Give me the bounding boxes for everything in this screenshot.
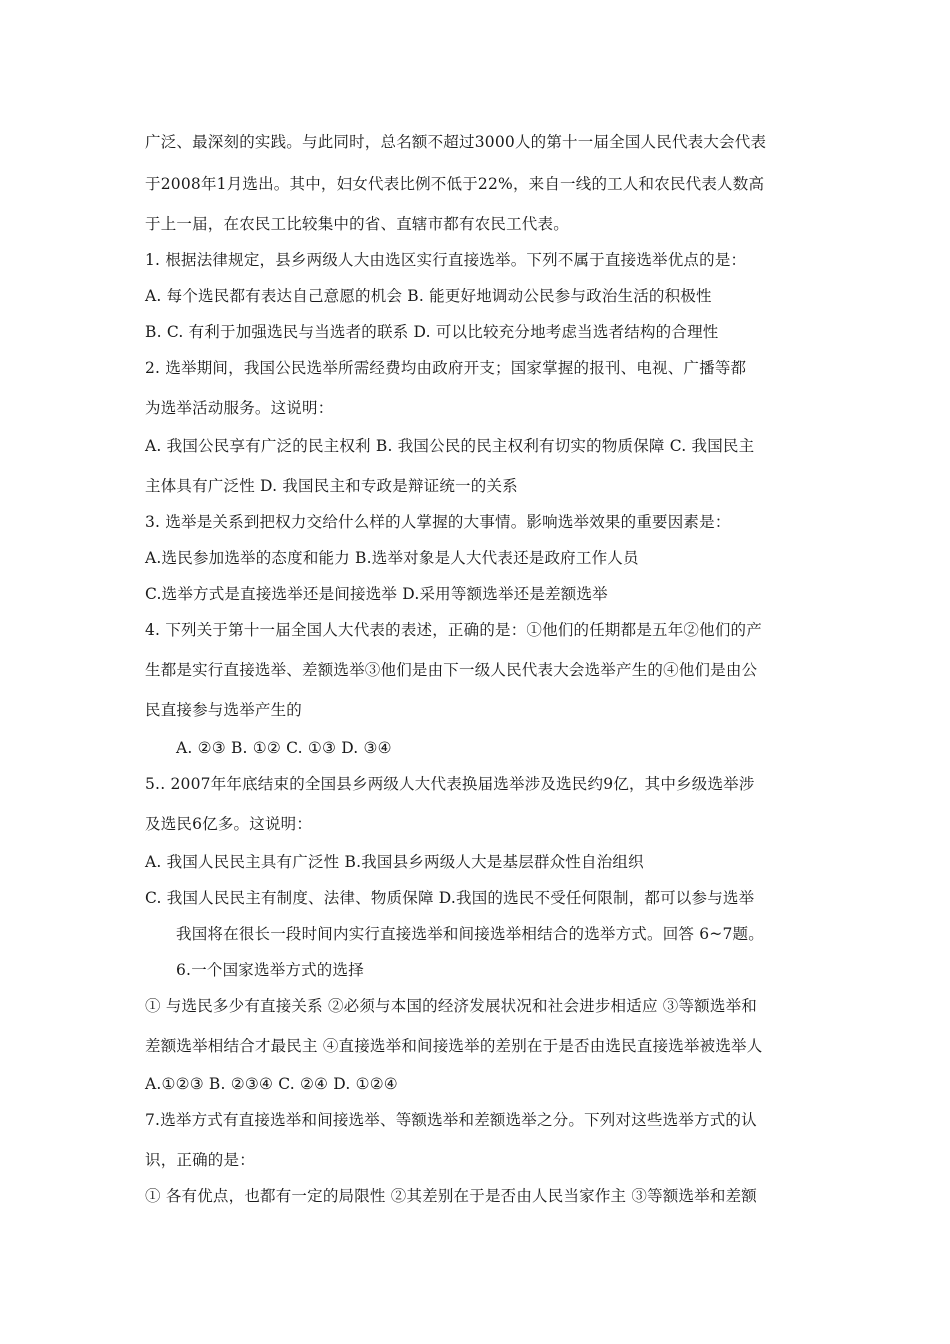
question-6: 6.一个国家选举方式的选择 <box>176 961 364 979</box>
text-line: ① 与选民多少有直接关系 ②必须与本国的经济发展状况和社会进步相适应 ③等额选举和 <box>145 997 757 1015</box>
option-line: B. C. 有利于加强选民与当选者的联系 D. 可以比较充分地考虑当选者结构的合理性 <box>145 323 719 341</box>
question-4: 4. 下列关于第十一届全国人大代表的表述，正确的是：①他们的任期都是五年②他们的产 <box>145 621 762 639</box>
question-7: 7.选举方式有直接选举和间接选举、等额选举和差额选举之分。下列对这些选举方式的认 <box>145 1111 757 1129</box>
question-1: 1. 根据法律规定，县乡两级人大由选区实行直接选举。下列不属于直接选举优点的是： <box>145 251 747 269</box>
option-line: C.选举方式是直接选举还是间接选举 D.采用等额选举还是差额选举 <box>145 585 608 603</box>
text-line: 民直接参与选举产生的 <box>145 701 303 719</box>
option-line: A. 每个选民都有表达自己意愿的机会 B. 能更好地调动公民参与政治生活的积极性 <box>145 287 712 305</box>
text-line: 为选举活动服务。这说明： <box>145 399 334 417</box>
question-3: 3. 选举是关系到把权力交给什么样的人掌握的大事情。影响选举效果的重要因素是： <box>145 513 731 531</box>
text-line: 广泛、最深刻的实践。与此同时，总名额不超过3000人的第十一届全国人民代表大会代表 <box>145 133 767 151</box>
question-2: 2. 选举期间，我国公民选举所需经费均由政府开支；国家掌握的报刊、电视、广播等都 <box>145 359 747 377</box>
text-line: 于2008年1月选出。其中，妇女代表比例不低于22%，来自一线的工人和农民代表人数高 <box>145 175 765 193</box>
option-line: 主体具有广泛性 D. 我国民主和专政是辩证统一的关系 <box>145 477 518 495</box>
text-line: ① 各有优点，也都有一定的局限性 ②其差别在于是否由人民当家作主 ③等额选举和差额 <box>145 1187 757 1205</box>
option-line: C. 我国人民民主有制度、法律、物质保障 D.我国的选民不受任何限制，都可以参与选举 <box>145 889 755 907</box>
option-line: A.选民参加选举的态度和能力 B.选举对象是人大代表还是政府工作人员 <box>145 549 639 567</box>
text-line: 于上一届，在农民工比较集中的省、直辖市都有农民工代表。 <box>145 215 569 233</box>
option-line: A. 我国人民民主具有广泛性 B.我国县乡两级人大是基层群众性自治组织 <box>145 853 644 871</box>
question-5: 5.. 2007年年底结束的全国县乡两级人大代表换届选举涉及选民约9亿，其中乡级选举涉 <box>145 775 755 793</box>
text-line: 生都是实行直接选举、差额选举③他们是由下一级人民代表大会选举产生的④他们是由公 <box>145 661 758 679</box>
option-line: A.①②③ B. ②③④ C. ②④ D. ①②④ <box>145 1075 398 1093</box>
option-line: A. ②③ B. ①② C. ①③ D. ③④ <box>176 739 392 757</box>
text-line: 识，正确的是： <box>145 1151 255 1169</box>
text-line: 及选民6亿多。这说明： <box>145 815 313 833</box>
option-line: A. 我国公民享有广泛的民主权利 B. 我国公民的民主权利有切实的物质保障 C. 我国民主 <box>145 437 755 455</box>
instruction-line: 我国将在很长一段时间内实行直接选举和间接选举相结合的选举方式。回答 6~7题。 <box>176 925 764 943</box>
text-line: 差额选举相结合才最民主 ④直接选举和间接选举的差别在于是否由选民直接选举被选举人 <box>145 1037 763 1055</box>
